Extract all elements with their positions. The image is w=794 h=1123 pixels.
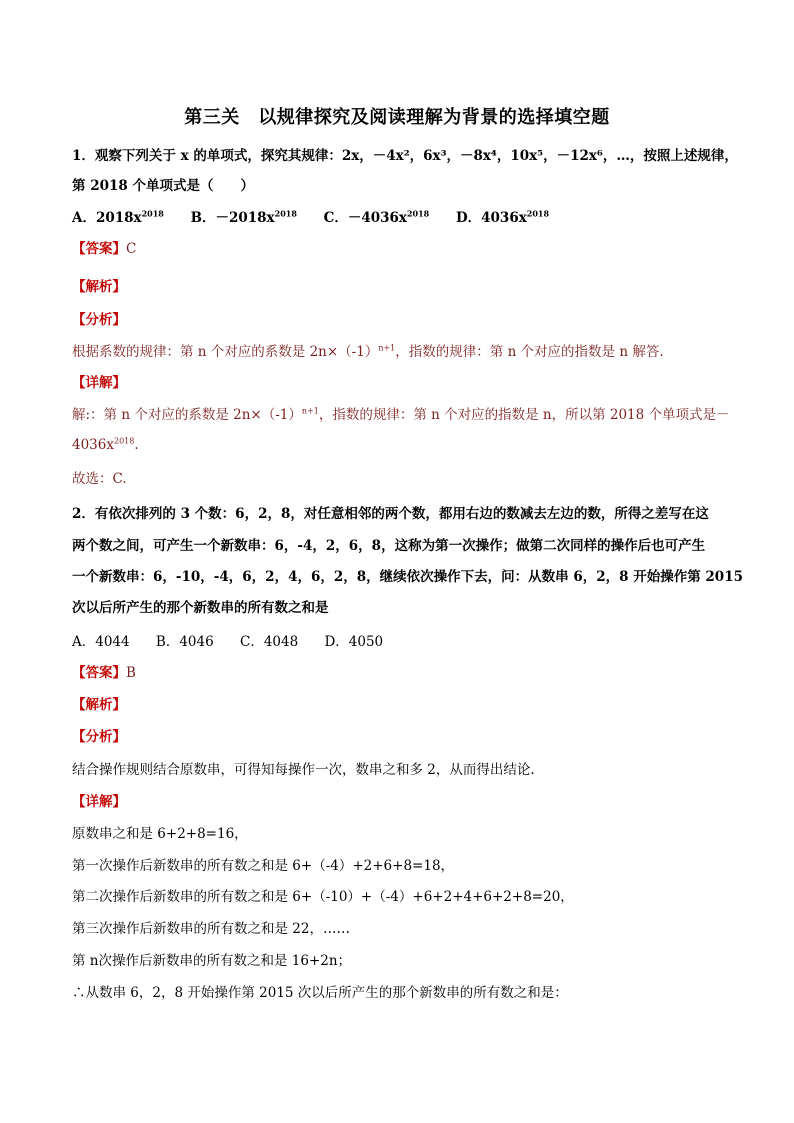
q2-step: 第 n次操作后新数串的所有数之和是 16+2n； <box>72 953 352 969</box>
q2-fenxi-tag: 【分析】 <box>72 729 126 745</box>
q1-answer-value: C <box>126 241 137 257</box>
q2-options <box>72 632 732 652</box>
q2-step: 第二次操作后新数串的所有数之和是 6+（-10）+（-4）+6+2+4+6+2+8=20， <box>72 889 574 905</box>
q2-stem-line2: 两个数之间，可产生一个新数串：6，-4，2，6，8，这称为第一次操作；做第二次同样的操作后也可产生 <box>72 538 706 554</box>
q2-option-d: D．4050 <box>324 634 384 650</box>
q1-fenxi-text: 根据系数的规律：第 n 个对应的系数是 $2n\times(-1)^{n+1}$，指数的规律：第 n 个对应的指数是 n 解答. <box>72 343 664 360</box>
q2-option-c: C．4048 <box>239 634 299 650</box>
q1-option-c: C．$-4036x^{2018}$ <box>323 208 430 226</box>
q1-option-d: D．$4036x^{2018}$ <box>455 208 550 226</box>
q2-fenxi-text: 结合操作规则结合原数串，可得知每操作一次，数串之和多 2，从而得出结论. <box>72 762 535 778</box>
q2-answer-tag: 【答案】 <box>72 665 126 681</box>
q2-detail-tag: 【详解】 <box>72 794 126 810</box>
q2-stem-line1: 2．有依次排列的 3 个数：6，2，8，对任意相邻的两个数，都用右边的数减去左边的数，所得之差写在这 <box>72 506 709 522</box>
q2-answer-value: B <box>126 665 136 681</box>
q1-fenxi-tag: 【分析】 <box>72 312 126 328</box>
q2-step: 原数串之和是 6+2+8=16， <box>72 826 248 842</box>
q2-step: 第三次操作后新数串的所有数之和是 22，…… <box>72 921 350 937</box>
q1-stem-line1: 1．观察下列关于 x 的单项式，探究其规律：2x，－4x²，6x³，－8x⁴，10x⁵，－12x⁶，…，按照上述规律， <box>72 148 738 164</box>
q1-conclusion: 故选：C. <box>72 471 127 487</box>
q2-stem-line3: 一个新数串：6，-10，-4，6，2，4，6，2，8，继续依次操作下去，问：从数串 6，2，8 开始操作第 2015 <box>72 569 743 585</box>
q1-answer <box>72 239 732 259</box>
q1-option-b: B．$-2018x^{2018}$ <box>190 208 297 226</box>
q2-analysis-tag: 【解析】 <box>72 697 126 713</box>
q2-answer <box>72 663 732 683</box>
q2-step: 第一次操作后新数串的所有数之和是 6+（-4）+2+6+8=18， <box>72 858 455 874</box>
q2-step: ∴从数串 6，2，8 开始操作第 2015 次以后所产生的那个新数串的所有数之和是： <box>72 985 568 1001</box>
page-title: 第三关 以规律探究及阅读理解为背景的选择填空题 <box>184 107 610 128</box>
q1-detail-tag: 【详解】 <box>72 375 126 391</box>
q2-option-a: A．4044 <box>72 634 130 650</box>
q1-analysis-tag: 【解析】 <box>72 279 126 295</box>
q1-option-a: A．$2018x^{2018}$ <box>72 208 164 226</box>
q1-stem-line2: 第 2018 个单项式是（ ） <box>72 178 254 194</box>
q1-detail-line1: 解:：第 n 个对应的系数是 $2n\times(-1)^{n+1}$，指数的规律：第 n 个对应的指数是 n，所以第 2018 个单项式是－ <box>72 406 730 423</box>
q2-option-b: B．4046 <box>155 634 214 650</box>
q1-detail-line2: $4036x^{2018}$. <box>72 436 139 453</box>
q1-options <box>72 208 732 228</box>
q2-stem-line4: 次以后所产生的那个新数串的所有数之和是 <box>72 600 329 616</box>
q1-answer-tag: 【答案】 <box>72 241 126 257</box>
